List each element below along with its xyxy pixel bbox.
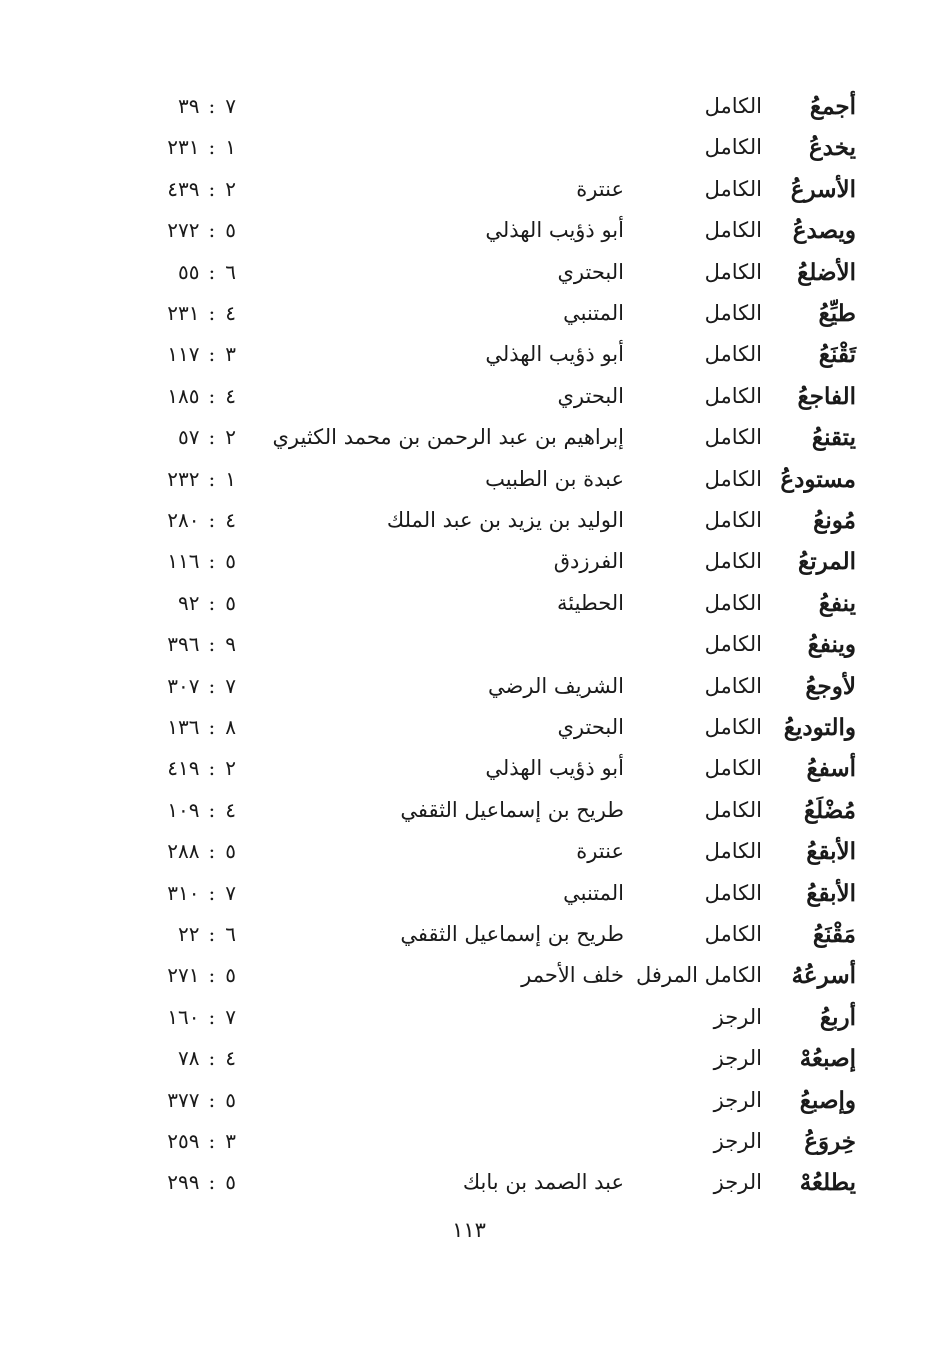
poet-name: عنترة: [576, 176, 624, 201]
reference-separator: :: [208, 1129, 217, 1153]
reference-page: ٣١٠: [167, 880, 200, 905]
volume-page-reference: [140, 914, 236, 955]
poet-name: خلف الأحمر: [521, 963, 624, 988]
poet-name: الوليد بن يزيد بن عبد الملك: [386, 508, 624, 532]
reference-separator: :: [208, 342, 217, 367]
poetic-meter: الكامل: [704, 673, 762, 698]
reference-page: ١٣٦: [167, 715, 200, 739]
poetic-meter: الكامل: [704, 839, 762, 864]
index-row: [0, 334, 938, 375]
rhyme-word: خِروَعُ: [804, 1128, 856, 1155]
reference-page: ٣٩٦: [167, 632, 200, 657]
rhyme-word: مَقْنَعُ: [812, 921, 856, 948]
reference-volume: ٥: [225, 1087, 236, 1112]
poet-name: عنترة: [576, 839, 624, 864]
reference-page: ٢٨٨: [167, 839, 200, 864]
reference-volume: ٥: [225, 963, 236, 988]
poetic-meter: الكامل: [704, 756, 762, 781]
reference-separator: :: [208, 1004, 217, 1029]
index-row: [0, 707, 938, 748]
index-row: [0, 376, 938, 417]
rhyme-word: لأوجعُ: [805, 672, 856, 700]
index-row: [0, 831, 938, 872]
reference-volume: ٥: [225, 1170, 236, 1195]
volume-page-reference: [140, 1080, 236, 1121]
volume-page-reference: [140, 583, 236, 624]
reference-page: ١١٦: [167, 549, 200, 574]
poetic-meter: الكامل: [704, 880, 762, 905]
volume-page-reference: [140, 252, 236, 293]
reference-page: ٢٨٠: [167, 508, 200, 532]
index-row: [0, 293, 938, 334]
reference-volume: ٤: [225, 797, 236, 822]
reference-page: ٩٢: [178, 590, 200, 615]
volume-page-reference: [140, 293, 236, 334]
reference-volume: ٥: [225, 590, 236, 615]
poet-name: البحتري: [557, 715, 624, 739]
index-row: [0, 1038, 938, 1079]
reference-volume: ٩: [225, 632, 236, 657]
poetic-meter: الكامل: [704, 218, 762, 243]
poetic-meter: الكامل: [704, 797, 762, 822]
rhyme-index-table: [0, 86, 938, 1206]
poetic-meter: الكامل: [704, 94, 762, 118]
index-row: [0, 86, 938, 127]
reference-separator: :: [208, 94, 217, 118]
rhyme-word: أسفعُ: [806, 755, 856, 783]
reference-separator: :: [208, 839, 217, 864]
reference-page: ٢٢: [178, 922, 200, 946]
poet-name: المتنبي: [563, 880, 624, 905]
reference-page: ٢٧١: [167, 963, 200, 988]
reference-separator: :: [208, 176, 217, 201]
index-row: [0, 997, 938, 1038]
reference-page: ٣٧٧: [167, 1087, 200, 1112]
reference-separator: :: [208, 301, 217, 325]
reference-page: ٥٧: [178, 425, 200, 450]
index-row: [0, 790, 938, 831]
index-row: [0, 583, 938, 624]
volume-page-reference: [140, 417, 236, 458]
rhyme-word: وينفعُ: [807, 631, 856, 659]
volume-page-reference: [140, 127, 236, 168]
reference-page: ٢٧٢: [167, 218, 200, 243]
reference-separator: :: [208, 259, 217, 284]
volume-page-reference: [140, 955, 236, 996]
poetic-meter: الرجز: [713, 1046, 762, 1071]
poet-name: طريح بن إسماعيل الثقفي: [400, 797, 624, 822]
reference-separator: :: [208, 1087, 217, 1112]
reference-page: ٢٣١: [167, 135, 200, 160]
reference-page: ٣٠٧: [167, 673, 200, 698]
volume-page-reference: [140, 748, 236, 789]
poetic-meter: الكامل: [704, 135, 762, 160]
reference-volume: ٣: [225, 1129, 236, 1153]
rhyme-word: إصبعُهْ: [799, 1045, 856, 1073]
reference-volume: ٦: [225, 259, 236, 284]
reference-page: ٤١٩: [167, 756, 200, 781]
index-row: [0, 624, 938, 665]
volume-page-reference: [140, 459, 236, 500]
volume-page-reference: [140, 790, 236, 831]
reference-volume: ٤: [225, 1046, 236, 1071]
poetic-meter: الرجز: [713, 1170, 762, 1195]
volume-page-reference: [140, 1038, 236, 1079]
index-row: [0, 500, 938, 541]
volume-page-reference: [140, 1121, 236, 1162]
rhyme-word: الأضلعُ: [797, 258, 856, 286]
reference-volume: ٧: [225, 94, 236, 118]
index-row: [0, 459, 938, 500]
poetic-meter: الكامل: [704, 383, 762, 408]
reference-volume: ١: [225, 135, 236, 160]
reference-volume: ٣: [225, 342, 236, 367]
poetic-meter: الكامل: [704, 922, 762, 946]
volume-page-reference: [140, 997, 236, 1038]
volume-page-reference: [140, 376, 236, 417]
poetic-meter: الكامل: [704, 715, 762, 739]
poet-name: أبو ذؤيب الهذلي: [485, 756, 624, 781]
volume-page-reference: [140, 1162, 236, 1203]
rhyme-word: ينفعُ: [818, 589, 856, 617]
poet-name: عبد الصمد بن بابك: [462, 1170, 624, 1195]
index-row: [0, 666, 938, 707]
poetic-meter: الكامل: [704, 176, 762, 201]
poetic-meter: الكامل: [704, 466, 762, 491]
index-row: [0, 127, 938, 168]
reference-page: ٥٥: [178, 259, 200, 284]
poetic-meter: الرجز: [713, 1004, 762, 1029]
volume-page-reference: [140, 500, 236, 541]
poetic-meter: الكامل: [704, 590, 762, 615]
reference-volume: ٥: [225, 839, 236, 864]
reference-separator: :: [208, 673, 217, 698]
reference-separator: :: [208, 466, 217, 491]
reference-volume: ٤: [225, 301, 236, 325]
poetic-meter: الكامل المرفل: [636, 963, 762, 988]
index-row: [0, 914, 938, 955]
reference-separator: :: [208, 756, 217, 781]
rhyme-word: المرتعُ: [797, 548, 856, 576]
reference-volume: ٨: [225, 715, 236, 739]
poet-name: أبو ذؤيب الهذلي: [485, 218, 624, 243]
poetic-meter: الرجز: [713, 1087, 762, 1112]
index-row: [0, 1080, 938, 1121]
reference-separator: :: [208, 218, 217, 243]
poetic-meter: الكامل: [704, 632, 762, 657]
rhyme-word: وإصبعُ: [799, 1086, 856, 1114]
poet-name: الحطيئة: [557, 590, 624, 615]
reference-page: ٢٣١: [167, 301, 200, 325]
reference-volume: ٧: [225, 880, 236, 905]
rhyme-word: مُونعُ: [813, 507, 856, 534]
reference-separator: :: [208, 425, 217, 450]
reference-page: ٢٣٢: [167, 466, 200, 491]
index-row: [0, 873, 938, 914]
poetic-meter: الكامل: [704, 425, 762, 450]
index-row: [0, 955, 938, 996]
volume-page-reference: [140, 707, 236, 748]
reference-separator: :: [208, 1170, 217, 1195]
reference-page: ٢٥٩: [167, 1129, 200, 1153]
reference-volume: ٧: [225, 673, 236, 698]
reference-volume: ٢: [225, 425, 236, 450]
poetic-meter: الكامل: [704, 508, 762, 532]
poetic-meter: الكامل: [704, 301, 762, 325]
page-number: ١١٣: [452, 1218, 486, 1242]
reference-page: ٣٩: [178, 94, 200, 118]
poet-name: البحتري: [557, 259, 624, 284]
reference-volume: ٢: [225, 176, 236, 201]
reference-separator: :: [208, 1046, 217, 1071]
volume-page-reference: [140, 334, 236, 375]
index-row: [0, 541, 938, 582]
rhyme-word: والتوديعُ: [783, 714, 856, 741]
reference-volume: ٢: [225, 756, 236, 781]
reference-volume: ٦: [225, 922, 236, 946]
reference-separator: :: [208, 715, 217, 739]
rhyme-word: الفاجعُ: [797, 382, 856, 410]
reference-volume: ١: [225, 466, 236, 491]
volume-page-reference: [140, 873, 236, 914]
rhyme-word: يخدعُ: [808, 134, 856, 162]
reference-separator: :: [208, 549, 217, 574]
poet-name: الشريف الرضي: [488, 673, 624, 698]
poet-name: البحتري: [557, 383, 624, 408]
volume-page-reference: [140, 210, 236, 251]
index-row: [0, 748, 938, 789]
rhyme-word: طيِّعُ: [818, 300, 856, 327]
poet-name: المتنبي: [563, 301, 624, 325]
volume-page-reference: [140, 831, 236, 872]
index-row: [0, 1162, 938, 1203]
volume-page-reference: [140, 169, 236, 210]
reference-volume: ٥: [225, 218, 236, 243]
reference-page: ٤٣٩: [167, 176, 200, 201]
rhyme-word: مُضْلَعُ: [803, 796, 856, 824]
reference-volume: ٥: [225, 549, 236, 574]
reference-separator: :: [208, 508, 217, 532]
rhyme-word: أجمعُ: [809, 93, 856, 120]
reference-page: ٢٩٩: [167, 1170, 200, 1195]
poetic-meter: الرجز: [713, 1129, 762, 1153]
rhyme-word: مستودعُ: [780, 465, 856, 493]
reference-page: ١٦٠: [167, 1004, 200, 1029]
reference-separator: :: [208, 880, 217, 905]
rhyme-word: الأبقعُ: [806, 838, 856, 866]
poet-name: الفرزدق: [553, 549, 624, 574]
reference-page: ١٨٥: [167, 383, 200, 408]
rhyme-word: الأسرعُ: [790, 175, 856, 203]
volume-page-reference: [140, 86, 236, 127]
poet-name: طريح بن إسماعيل الثقفي: [400, 922, 624, 946]
reference-page: ١٠٩: [167, 797, 200, 822]
rhyme-word: أربعُ: [819, 1003, 856, 1031]
reference-separator: :: [208, 632, 217, 657]
rhyme-word: الأبقعُ: [806, 879, 856, 907]
reference-page: ١١٧: [167, 342, 200, 367]
reference-volume: ٤: [225, 383, 236, 408]
volume-page-reference: [140, 541, 236, 582]
reference-separator: :: [208, 963, 217, 988]
poet-name: أبو ذؤيب الهذلي: [485, 342, 624, 367]
reference-separator: :: [208, 590, 217, 615]
poet-name: إبراهيم بن عبد الرحمن بن محمد الكثيري: [272, 425, 624, 450]
reference-volume: ٧: [225, 1004, 236, 1029]
reference-separator: :: [208, 797, 217, 822]
rhyme-word: يتقنعُ: [811, 424, 856, 452]
index-row: [0, 252, 938, 293]
reference-page: ٧٨: [178, 1046, 200, 1071]
reference-separator: :: [208, 135, 217, 160]
rhyme-word: يطلعُهْ: [799, 1169, 856, 1197]
rhyme-word: أسرعُهُ: [791, 962, 856, 990]
rhyme-word: ويصدعُ: [792, 217, 856, 245]
reference-separator: :: [208, 922, 217, 946]
volume-page-reference: [140, 666, 236, 707]
volume-page-reference: [140, 624, 236, 665]
reference-volume: ٤: [225, 508, 236, 532]
poet-name: عبدة بن الطبيب: [485, 466, 624, 491]
poetic-meter: الكامل: [704, 549, 762, 574]
rhyme-word: تَقْنَعُ: [818, 341, 856, 369]
index-row: [0, 210, 938, 251]
poetic-meter: الكامل: [704, 259, 762, 284]
index-row: [0, 169, 938, 210]
index-row: [0, 1121, 938, 1162]
reference-separator: :: [208, 383, 217, 408]
index-row: [0, 417, 938, 458]
poetic-meter: الكامل: [704, 342, 762, 367]
